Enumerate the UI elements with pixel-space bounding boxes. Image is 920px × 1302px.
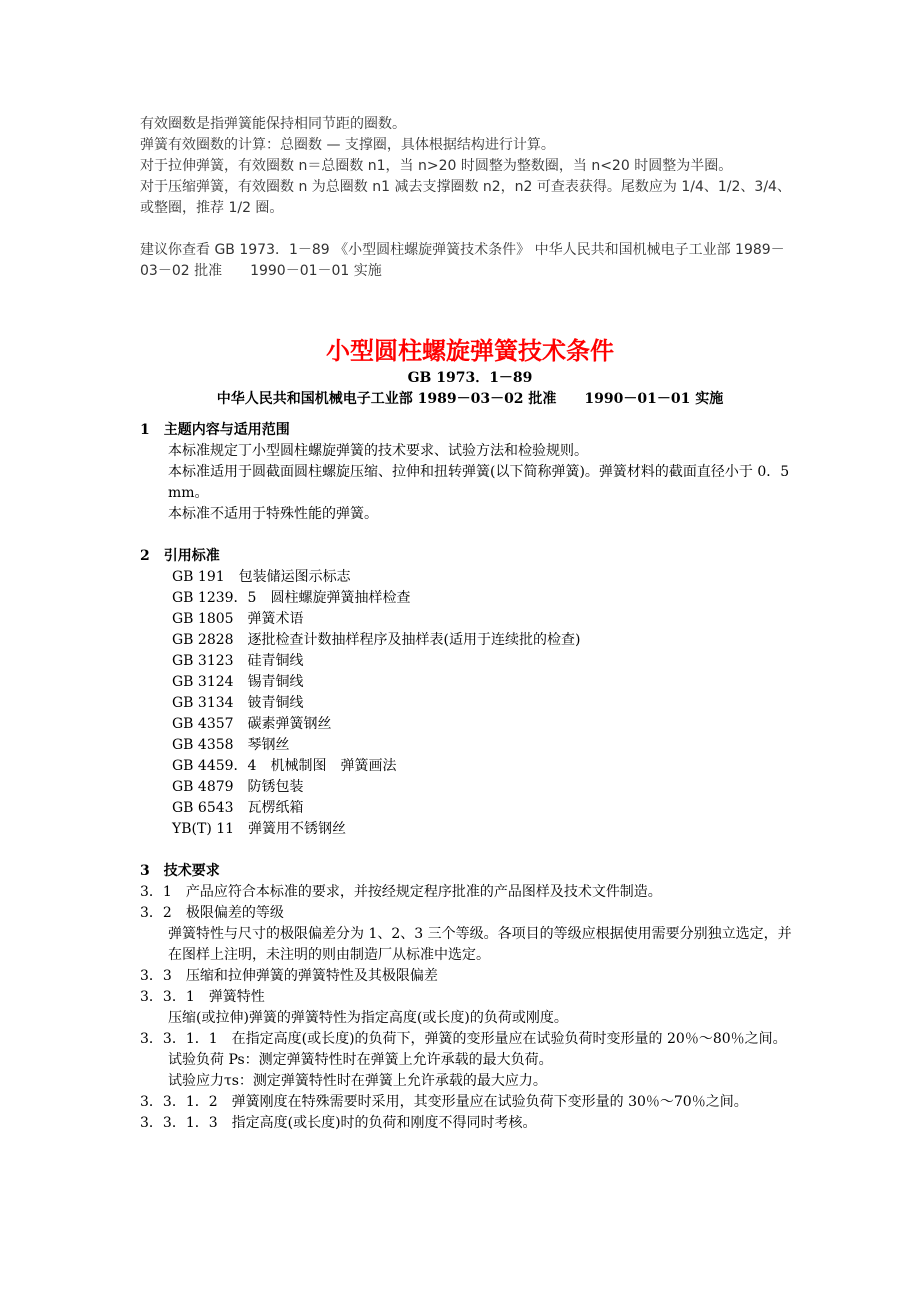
reference-item: GB 4358 琴钢丝 [172,737,290,753]
clause-3-3-1-text: 压缩(或拉伸)弹簧的弹簧特性为指定高度(或长度)的负荷或刚度。 [168,1010,568,1026]
reference-item: GB 1239．5 圆柱螺旋弹簧抽样检查 [172,590,411,606]
intro-line-2: 弹簧有效圈数的计算：总圈数 — 支撑圈，具体根据结构进行计算。 [140,137,555,153]
document-code: GB 1973．1－89 [407,370,533,386]
reference-item: GB 4879 防锈包装 [172,779,304,795]
reference-item: GB 2828 逐批检查计数抽样程序及抽样表(适用于连续批的检查) [172,632,581,648]
intro-line-1: 有效圈数是指弹簧能保持相同节距的圈数。 [140,116,406,132]
clause-3-3-1-3: 3．3．1．3 指定高度(或长度)时的负荷和刚度不得同时考核。 [140,1115,537,1131]
intro-line-3: 对于拉伸弹簧，有效圈数 n＝总圈数 n1，当 n>20 时圆整为整数圈，当 n<20 时圆整为半圈。 [140,158,733,174]
intro-line-4: 对于压缩弹簧，有效圈数 n 为总圈数 n1 减去支撑圈数 n2，n2 可查表获得。尾数应为 1/4、1/2、3/4、或整圈，推荐 1/2 圈。 [140,179,791,216]
section-1-paragraph: 本标准不适用于特殊性能的弹簧。 [168,506,378,522]
standard-document [140,334,800,1134]
reference-item: GB 3134 铍青铜线 [172,695,304,711]
test-load-definition: 试验负荷 Ps：测定弹簧特性时在弹簧上允许承载的最大负荷。 [168,1052,553,1068]
section-1-paragraph: 本标准规定丁小型圆柱螺旋弹簧的技术要求、试验方法和检验规则。 [168,443,588,459]
reference-item: GB 4357 碳素弹簧钢丝 [172,716,332,732]
reference-item: GB 6543 瓦楞纸箱 [172,800,304,816]
section-2-heading: 2 引用标准 [140,548,220,564]
clause-3-3-1: 3．3．1 弹簧特性 [140,989,265,1005]
clause-3-3: 3．3 压缩和拉伸弹簧的弹簧特性及其极限偏差 [140,968,438,984]
reference-item: GB 1805 弹簧术语 [172,611,304,627]
reference-item: GB 191 包装储运图示标志 [172,569,351,585]
test-stress-definition: 试验应力τs：测定弹簧特性时在弹簧上允许承载的最大应力。 [168,1073,547,1089]
clause-3-3-1-2: 3．3．1．2 弹簧刚度在特殊需要时采用，其变形量应在试验负荷下变形量的 30％～70％之间。 [140,1094,748,1110]
document-approval: 中华人民共和国机械电子工业部 1989－03－02 批准 1990－01－01 实施 [216,391,724,407]
reference-item: GB 4459．4 机械制图 弹簧画法 [172,758,397,774]
section-1-paragraph: 本标准适用于圆截面圆柱螺旋压缩、拉伸和扭转弹簧(以下简称弹簧)。弹簧材料的截面直径小于 0．5 mm。 [168,464,790,501]
document-title: 小型圆柱螺旋弹簧技术条件 [326,337,614,365]
intro-suggestion: 建议你查看 GB 1973．1－89 《小型圆柱螺旋弹簧技术条件》 中华人民共和国机械电子工业部 1989－03－02 批准 1990－01－01 实施 [140,242,785,279]
section-3-heading: 3 技术要求 [140,863,220,879]
reference-item: GB 3123 硅青铜线 [172,653,304,669]
clause-3-2-text: 弹簧特性与尺寸的极限偏差分为 1、2、3 三个等级。各项目的等级应根据使用需要分别独立选定，并在图样上注明，未注明的则由制造厂从标准中选定。 [168,926,792,963]
reference-item: YB(T) 11 弹簧用不锈钢丝 [172,821,347,837]
clause-3-1: 3．1 产品应符合本标准的要求，并按经规定程序批准的产品图样及技术文件制造。 [140,884,662,900]
section-1-heading: 1 主题内容与适用范围 [140,422,290,438]
clause-3-3-1-1: 3．3．1．1 在指定高度(或长度)的负荷下，弹簧的变形量应在试验负荷时变形量的 20％～80％之间。 [140,1031,787,1047]
intro-block [140,114,800,282]
reference-item: GB 3124 锡青铜线 [172,674,304,690]
clause-3-2: 3．2 极限偏差的等级 [140,905,284,921]
